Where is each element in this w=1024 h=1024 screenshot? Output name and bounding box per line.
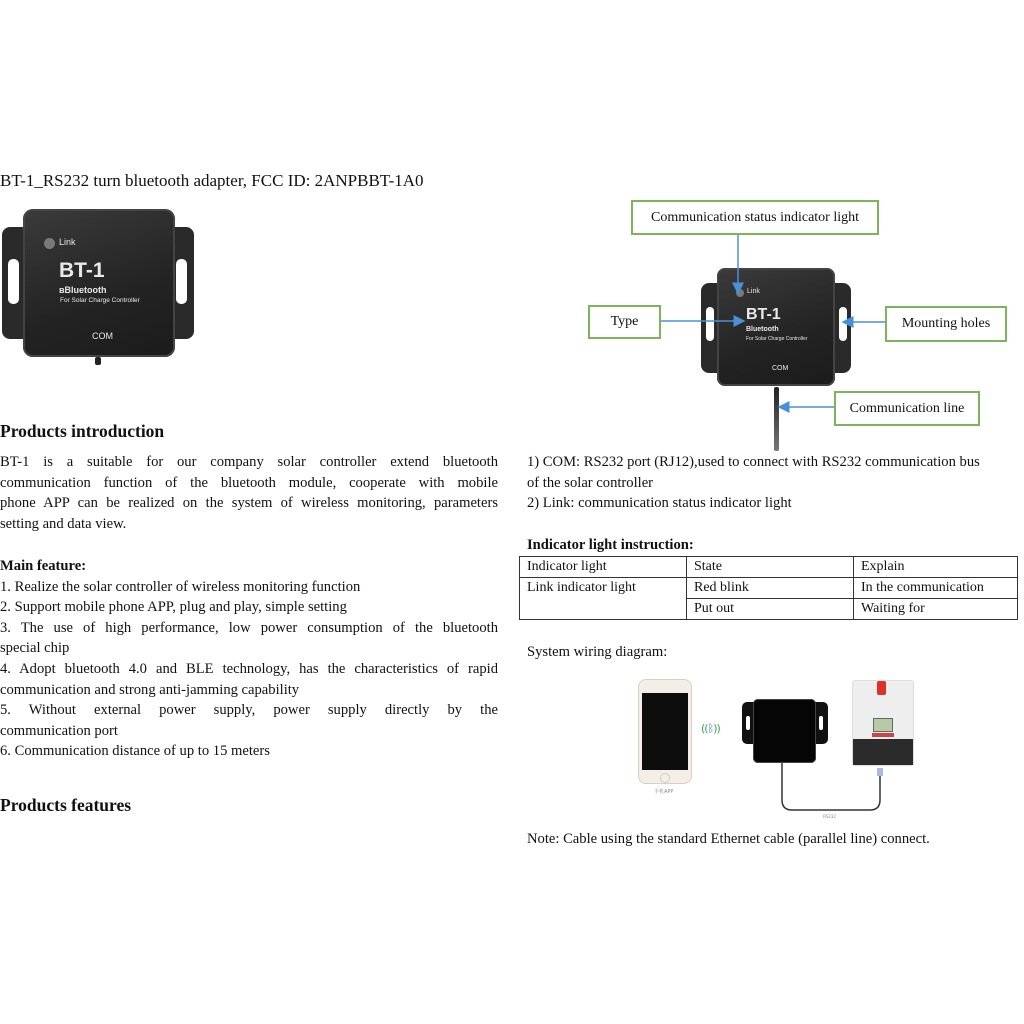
brand-label: Bluetooth [746,326,779,333]
bluetooth-signal-icon: ((ᛒ)) [701,722,720,735]
indicator-heading: Indicator light instruction: [527,537,694,553]
annotated-diagram [580,195,1024,455]
row-label-cell: Link indicator light [520,578,687,620]
explain-cell: Waiting for [854,599,1018,620]
header-cell: Explain [854,557,1018,578]
subtitle-label: For Solar Charge Controller [60,297,140,304]
model-label: BT-1 [746,306,781,323]
intro-paragraph [0,452,498,534]
feature-line: 5. Without external power supply, power supply directly by the [0,702,498,719]
intro-line: setting and data view. [0,515,127,532]
bluetooth-icon: ʙ [59,285,65,295]
subtitle-label: For Solar Charge Controller [746,336,808,342]
state-cell: Red blink [687,578,854,599]
state-cell: Put out [687,599,854,620]
wiring-diagram [620,670,930,830]
feature-line: 3. The use of high performance, low power consumption of the bluetooth [0,619,498,636]
rs232-cable [620,670,930,830]
port-label: COM [92,331,113,341]
feature-line: communication and strong anti-jamming capability [0,681,300,698]
product-photo [0,207,195,367]
header-cell: State [687,557,854,578]
callout-status-light: Communication status indicator light [631,200,879,235]
intro-line: phone APP can be realized on the system of wireless monitoring, parameters [0,495,498,512]
feature-line: 2. Support mobile phone APP, plug and play, simple setting [0,599,347,616]
features-heading: Products features [0,795,132,815]
table-header-row [520,557,1018,578]
cable-note: Note: Cable using the standard Ethernet cable (parallel line) connect. [527,831,930,847]
feature-line: 4. Adopt bluetooth 4.0 and BLE technology, has the characteristics of rapid [0,660,498,677]
port-descriptions [527,452,980,514]
wiring-heading: System wiring diagram: [527,644,668,660]
feature-line: 6. Communication distance of up to 15 meters [0,743,270,760]
feature-line: special chip [0,640,70,657]
callout-mounting-holes: Mounting holes [885,306,1007,342]
callout-comm-line: Communication line [834,391,980,426]
explain-cell: In the communication [854,578,1018,599]
header-cell: Indicator light [520,557,687,578]
indicator-table [519,556,1018,620]
mounting-hole-right [176,259,187,304]
feature-line: 1. Realize the solar controller of wireless monitoring function [0,578,361,595]
table-row [520,578,1018,599]
main-feature-heading: Main feature: [0,558,87,574]
model-label: BT-1 [59,259,105,282]
link-led [44,238,55,249]
led-label: Link [59,237,76,247]
mounting-hole-left [8,259,19,304]
port-line: of the solar controller [527,474,654,491]
intro-line: BT-1 is a suitable for our company solar controller extend bluetooth [0,454,498,470]
document-title: BT-1_RS232 turn bluetooth adapter, FCC ID: 2ANPBBT-1A0 [0,171,424,190]
main-feature-section [0,556,498,762]
intro-line: communication function of the bluetooth module, cooperate with mobile [0,474,498,491]
cable-stub [95,357,101,365]
brand-text: Bluetooth [64,285,107,295]
port-line: 1) COM: RS232 port (RJ12),used to connect with RS232 communication bus [527,454,980,470]
intro-heading: Products introduction [0,421,165,441]
port-line: 2) Link: communication status indicator light [527,495,792,512]
cable-caption: RS232 [823,814,836,819]
phone-caption: 手机APP [654,789,674,795]
callout-type: Type [588,305,661,339]
port-label: COM [772,365,789,372]
led-label: Link [747,288,760,295]
feature-line: communication port [0,722,118,739]
brand-label [59,285,107,295]
